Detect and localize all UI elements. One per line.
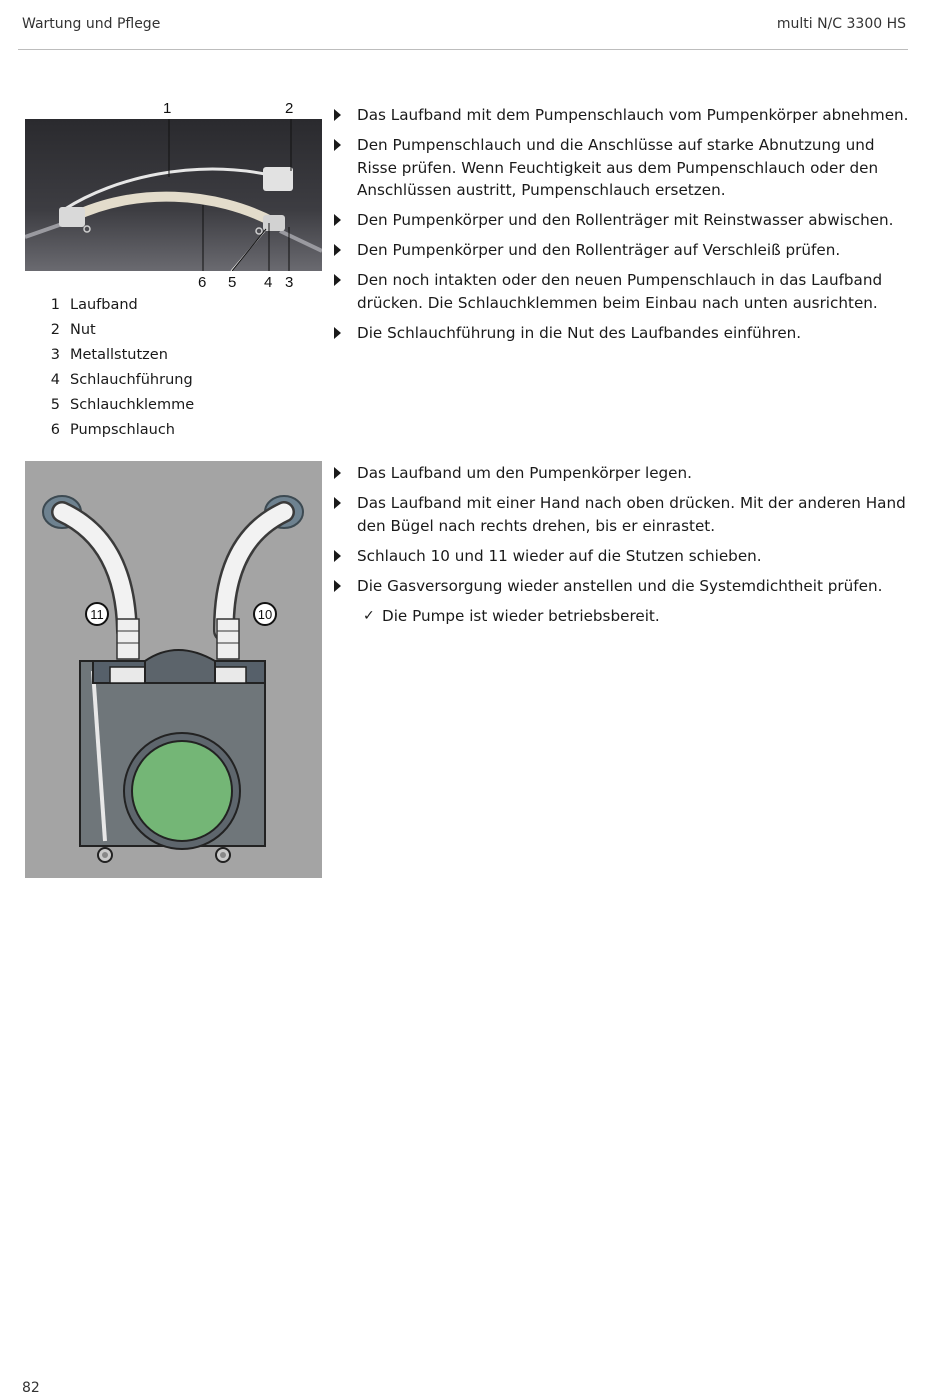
result-text: Die Pumpe ist wieder betriebsbereit. [382,606,660,625]
step-text: Das Laufband mit dem Pumpenschlauch vom Pumpenkörper abnehmen. [357,106,909,124]
step-text: Die Schlauchführung in die Nut des Laufbandes einführen. [357,323,802,342]
step-arrow-icon [334,109,341,121]
instruction-steps-1 [330,104,910,352]
instruction-step [330,322,910,345]
page-number: 82 [22,1380,40,1396]
instruction-step [330,269,910,314]
legend-label: Nut [70,322,96,338]
photo-callout-4: 4 [264,274,273,291]
instruction-step [330,575,910,598]
header-divider [18,49,908,50]
header-section-title: Wartung und Pflege [22,16,161,32]
step-text: Den Pumpenkörper und den Rollenträger auf Verschleiß prüfen. [357,241,841,259]
step-text: Die Gasversorgung wieder anstellen und die Systemdichtheit prüfen. [357,576,883,595]
check-icon: ✓ [363,607,375,624]
photo-callout-3: 3 [285,274,294,291]
step-text: Das Laufband um den Pumpenkörper legen. [357,464,692,482]
legend-label: Pumpschlauch [70,422,175,438]
legend-label: Laufband [70,297,138,313]
legend-number: 1 [50,297,60,313]
result-line [330,605,910,628]
instruction-step [330,239,910,262]
photo-callout-1: 1 [163,100,172,117]
step-arrow-icon [334,497,341,509]
hose-11-label: 11 [90,607,104,622]
legend-label: Schlauchführung [70,372,193,388]
step-arrow-icon [334,244,341,256]
step-text: Den noch intakten oder den neuen Pumpenschlauch in das Laufband drücken. Die Schlauchklemmen beim Einbau nach unten ausrichten. [357,271,883,312]
legend-number: 3 [50,347,60,363]
step-arrow-icon [334,580,341,592]
legend-label: Schlauchklemme [70,397,195,413]
step-text: Den Pumpenkörper und den Rollenträger mit Reinstwasser abwischen. [357,211,894,229]
step-arrow-icon [334,274,341,286]
legend-number: 6 [50,422,60,438]
photo-callout-2: 2 [285,100,294,117]
instruction-step [330,104,910,127]
instruction-step [330,492,910,537]
legend-number: 4 [50,372,60,388]
step-arrow-icon [334,214,341,226]
instruction-step [330,462,910,485]
instruction-step [330,134,910,202]
hose-10-label: 10 [257,607,273,622]
photo-callout-5: 5 [228,274,237,291]
instruction-step [330,545,910,568]
step-text: Das Laufband mit einer Hand nach oben drücken. Mit der anderen Hand den Bügel nach rechts drehen, bis er einrastet. [357,494,906,535]
photo-callout-6: 6 [198,274,207,291]
legend-number: 5 [50,397,60,413]
step-arrow-icon [334,467,341,479]
legend-label: Metallstutzen [70,347,168,363]
step-arrow-icon [334,327,341,339]
pump-assembly-diagram [25,461,322,878]
instruction-steps-2 [330,462,910,627]
step-text: Den Pumpenschlauch und die Anschlüsse auf starke Abnutzung und Risse prüfen. Wenn Feuchtigkeit aus dem Pumpenschlauch oder den Anschlüssen austritt, Pumpenschlauch ersetzen. [357,136,879,199]
header-product-name: multi N/C 3300 HS [776,16,906,32]
step-arrow-icon [334,139,341,151]
pump-hose-illustration [25,119,322,271]
instruction-step [330,209,910,232]
legend-number: 2 [50,322,60,338]
pump-hose-photo [25,119,322,271]
pump-assembly-illustration [25,461,322,878]
step-arrow-icon [334,550,341,562]
step-text: Schlauch 10 und 11 wieder auf die Stutzen schieben. [357,546,762,565]
